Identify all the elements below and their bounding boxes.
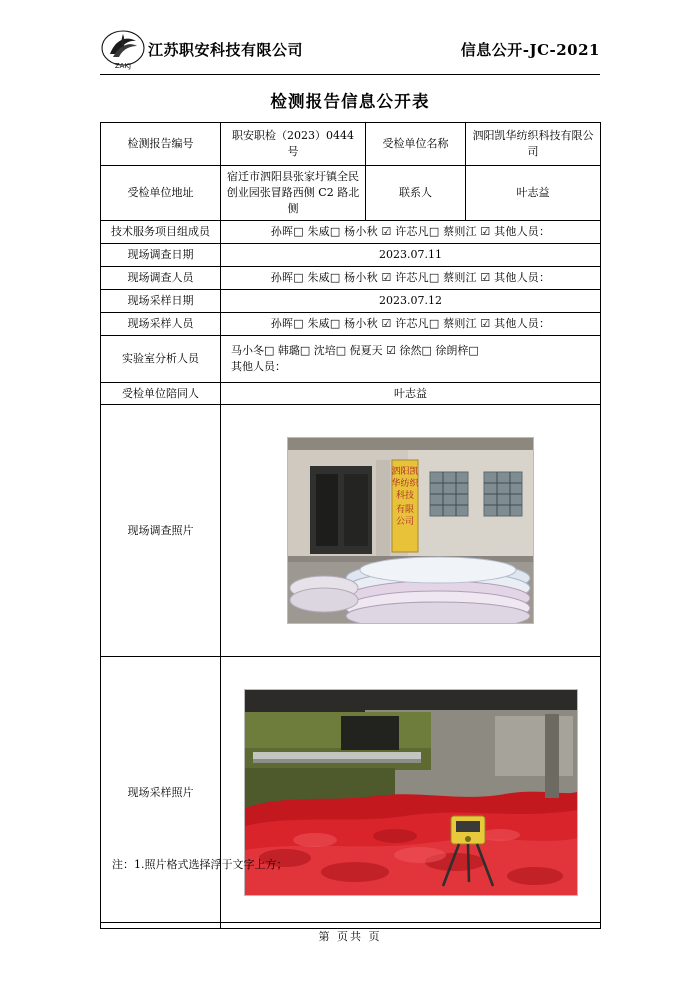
header-divider xyxy=(100,74,600,75)
photo-survey-label: 现场调查照片 xyxy=(101,405,221,657)
survey-date-value: 2023.07.11 xyxy=(221,243,601,266)
lab-staff-label: 实验室分析人员 xyxy=(101,335,221,382)
photo-survey-image xyxy=(287,437,534,624)
table-row-photo-sampling xyxy=(101,657,601,929)
photo-survey-cell xyxy=(221,405,601,657)
client-name-label: 受检单位名称 xyxy=(366,123,466,166)
accompany-value: 叶志益 xyxy=(221,382,601,405)
table-row xyxy=(101,243,601,266)
svg-text:泗阳凯: 泗阳凯 xyxy=(391,467,419,478)
table-row xyxy=(101,123,601,166)
accompany-label: 受检单位陪同人 xyxy=(101,382,221,405)
sampling-staff-value: 孙晖□ 朱威□ 杨小秋 ☑ 许芯凡□ 蔡则江 ☑ 其他人员： xyxy=(221,312,601,335)
report-no-value: 职安职检（2023）0444 号 xyxy=(221,123,366,166)
lab-staff-value: 马小冬□ 韩璐□ 沈培□ 倪夏天 ☑ 徐然□ 徐朗梓□ xyxy=(231,343,479,357)
table-row xyxy=(101,289,601,312)
client-name-value: 泗阳凯华纺织科技有限公司 xyxy=(466,123,601,166)
svg-text:公司: 公司 xyxy=(395,517,415,528)
address-value: 宿迁市泗阳县张家圩镇全民创业园张冒路西侧 C2 路北侧 xyxy=(221,166,366,221)
document-code: 信息公开-JC-2021 xyxy=(460,41,600,59)
company-name: 江苏职安科技有限公司 xyxy=(148,41,304,59)
svg-text:华纺织: 华纺织 xyxy=(391,479,419,490)
team-value: 孙晖□ 朱威□ 杨小秋 ☑ 许芯凡□ 蔡则江 ☑ 其他人员： xyxy=(221,220,601,243)
team-label: 技术服务项目组成员 xyxy=(101,220,221,243)
photo-sampling-cell xyxy=(221,657,601,929)
note-line-1: 注：1.照片格式选择浮于文字上方； xyxy=(112,858,288,871)
page-number: 第 页共 页 xyxy=(318,930,382,943)
svg-text:ZAKJ: ZAKJ xyxy=(114,62,132,70)
photo-sampling-label: 现场采样照片 xyxy=(101,657,221,929)
report-no-label: 检测报告编号 xyxy=(101,123,221,166)
lab-staff-value-other: 其他人员： xyxy=(231,359,286,373)
company-logo-icon xyxy=(100,28,146,72)
footer-divider xyxy=(100,922,600,923)
sampling-staff-label: 现场采样人员 xyxy=(101,312,221,335)
page-header xyxy=(100,28,600,74)
survey-staff-label: 现场调查人员 xyxy=(101,266,221,289)
survey-staff-value: 孙晖□ 朱威□ 杨小秋 ☑ 许芯凡□ 蔡则江 ☑ 其他人员： xyxy=(221,266,601,289)
table-row xyxy=(101,266,601,289)
sampling-date-value: 2023.07.12 xyxy=(221,289,601,312)
table-row xyxy=(101,220,601,243)
address-label: 受检单位地址 xyxy=(101,166,221,221)
contact-label: 联系人 xyxy=(366,166,466,221)
svg-text:有限: 有限 xyxy=(395,505,415,516)
contact-value: 叶志益 xyxy=(466,166,601,221)
table-row-photo-survey xyxy=(101,405,601,657)
table-row xyxy=(101,312,601,335)
lab-staff-value-cell xyxy=(221,335,601,382)
photo-sampling-image xyxy=(244,689,578,896)
table-row xyxy=(101,335,601,382)
table-row xyxy=(101,166,601,221)
report-info-table xyxy=(100,122,601,929)
page-title: 检测报告信息公开表 xyxy=(270,92,430,111)
survey-date-label: 现场调查日期 xyxy=(101,243,221,266)
sampling-date-label: 现场采样日期 xyxy=(101,289,221,312)
svg-text:科技: 科技 xyxy=(395,491,415,502)
table-row xyxy=(101,382,601,405)
